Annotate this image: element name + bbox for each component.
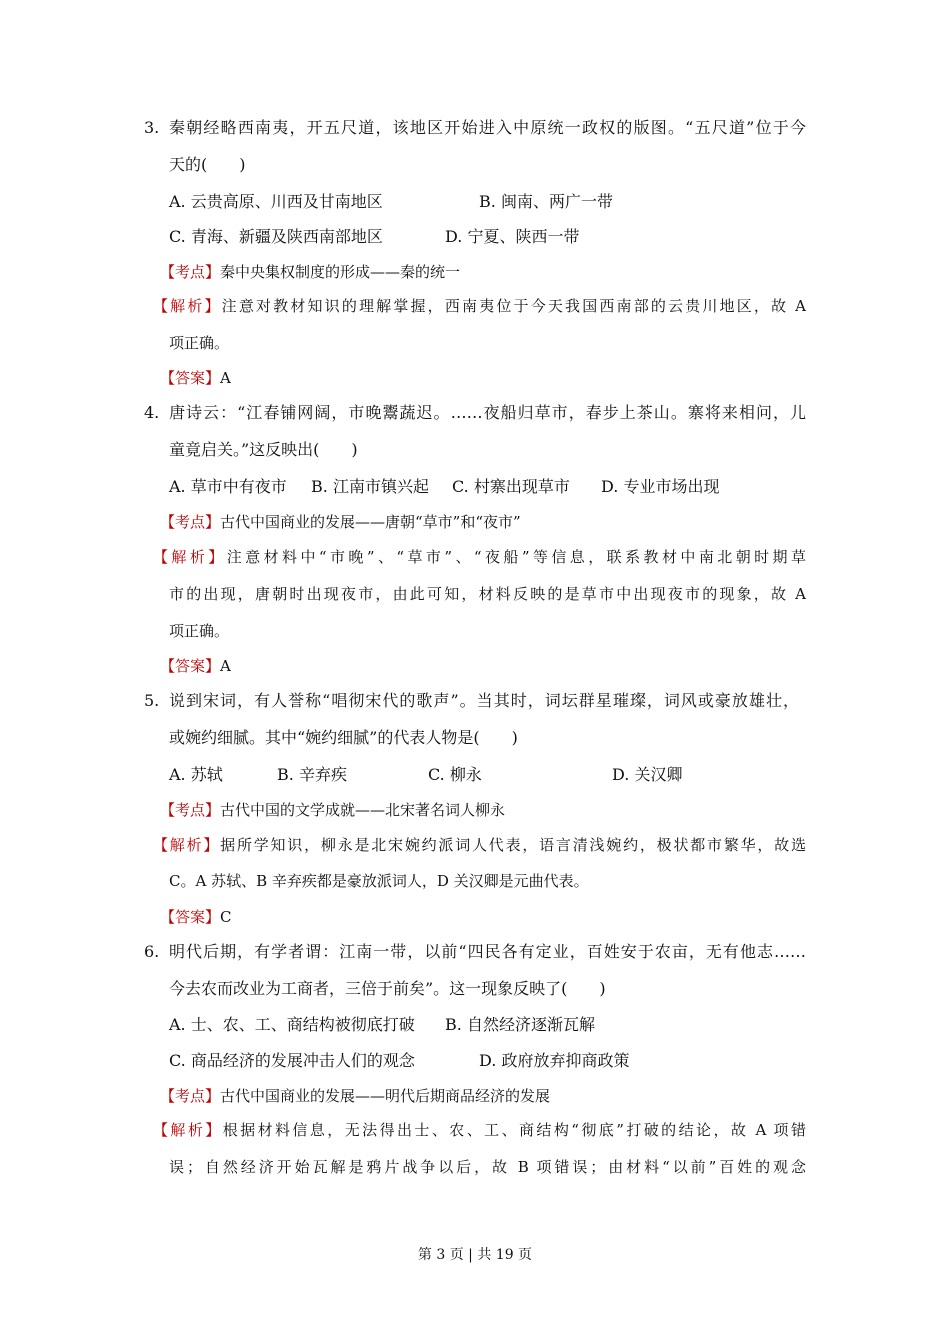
option-label: C.: [428, 765, 445, 784]
option-a: [169, 765, 223, 785]
option-label: A.: [169, 477, 186, 496]
option-label: D.: [612, 765, 630, 784]
option-a: [169, 1015, 415, 1035]
question-stem: 唐诗云：“江春铺网阔，市晚鬻蔬迟。……夜船归草市，春步上茶山。寨将来相问，儿: [169, 403, 806, 422]
jiexi-text: 根据材料信息，无法得出士、农、工、商结构“彻底”打破的结论，故 A 项错: [222, 1121, 806, 1139]
question-stem: 童竟启关。”这反映出( ): [169, 440, 358, 459]
question-stem: 天的( ): [169, 155, 246, 174]
kaodian-text: 秦中央集权制度的形成——秦的统一: [220, 263, 461, 281]
jiexi: [153, 547, 806, 567]
kaodian-tag: 【考点】: [160, 801, 221, 819]
option-d: [445, 227, 579, 247]
option-text: 云贵高原、川西及甘南地区: [190, 192, 383, 211]
option-label: B.: [445, 1015, 462, 1034]
daan-tag: 【答案】: [160, 908, 221, 926]
kaodian-text: 古代中国的文学成就——北宋著名词人柳永: [220, 801, 506, 819]
daan: [160, 656, 231, 676]
option-c: [169, 227, 383, 247]
option-text: 自然经济逐渐瓦解: [466, 1015, 595, 1034]
option-text: 专业市场出现: [623, 477, 720, 496]
kaodian-text: 古代中国商业的发展——唐朝“草市”和“夜市”: [220, 513, 521, 531]
kaodian: [160, 512, 521, 532]
question-number: 4.: [144, 403, 160, 422]
jiexi-text: 注意对教材知识的理解掌握，西南夷位于今天我国西南部的云贵川地区，故 A: [221, 297, 806, 315]
option-b: [311, 477, 429, 497]
option-label: D.: [445, 227, 463, 246]
kaodian-tag: 【考点】: [160, 263, 221, 281]
option-label: A.: [169, 192, 186, 211]
jiexi-text: 项正确。: [169, 334, 230, 352]
option-text: 宁夏、陕西一带: [467, 227, 580, 246]
option-label: B.: [311, 477, 328, 496]
daan-text: C: [220, 908, 232, 926]
kaodian-text: 古代中国商业的发展——明代后期商品经济的发展: [220, 1087, 551, 1105]
option-label: A.: [169, 765, 186, 784]
option-c: [452, 477, 570, 497]
question-number: 6.: [144, 942, 160, 961]
option-text: 柳永: [449, 765, 482, 784]
option-a: [169, 192, 383, 212]
option-text: 商品经济的发展冲击人们的观念: [190, 1051, 415, 1070]
jiexi-tag: 【解析】: [153, 297, 222, 315]
option-text: 辛弃疾: [298, 765, 347, 784]
jiexi-text: 据所学知识，柳永是北宋婉约派词人代表，语言清浅婉约，极状都市繁华，故选: [220, 836, 806, 854]
question-stem: 说到宋词，有人誉称“唱彻宋代的歌声”。当其时，词坛群星璀璨，词风或豪放雄壮，: [169, 691, 799, 710]
jiexi: [153, 835, 806, 855]
option-text: 苏轼: [190, 765, 223, 784]
option-text: 江南市镇兴起: [332, 477, 429, 496]
option-label: C.: [169, 227, 186, 246]
jiexi-tag: 【解析】: [153, 1121, 223, 1139]
option-c: [169, 1051, 415, 1071]
daan-text: A: [220, 369, 231, 387]
option-text: 士、农、工、商结构被彻底打破: [190, 1015, 415, 1034]
option-d: [612, 765, 682, 785]
jiexi-text: C。A 苏轼、B 辛弃疾都是豪放派词人，D 关汉卿是元曲代表。: [169, 872, 589, 890]
jiexi-text: 市的出现，唐朝时出现夜市，由此可知，材料反映的是草市中出现夜市的现象，故 A: [169, 585, 806, 603]
option-label: B.: [479, 192, 496, 211]
option-d: [479, 1051, 629, 1071]
option-text: 关汉卿: [634, 765, 683, 784]
option-text: 闽南、两广一带: [500, 192, 613, 211]
question-number: 3.: [144, 118, 160, 137]
daan: [160, 368, 231, 388]
jiexi: [153, 1120, 806, 1140]
question-stem: 今去农而改业为工商者，三倍于前矣”。这一现象反映了( ): [169, 979, 606, 998]
question-number: 5.: [144, 691, 160, 710]
kaodian-tag: 【考点】: [160, 1087, 221, 1105]
jiexi-text: 项正确。: [169, 622, 230, 640]
kaodian-tag: 【考点】: [160, 513, 221, 531]
kaodian: [160, 1086, 550, 1106]
daan-tag: 【答案】: [160, 657, 221, 675]
option-text: 村寨出现草市: [473, 477, 570, 496]
option-label: C.: [169, 1051, 186, 1070]
option-d: [601, 477, 719, 497]
option-label: D.: [479, 1051, 497, 1070]
option-b: [277, 765, 347, 785]
option-text: 政府放弃抑商政策: [501, 1051, 630, 1070]
option-b: [479, 192, 613, 212]
jiexi-text: 误；自然经济开始瓦解是鸦片战争以后，故 B 项错误；由材料“以前”百姓的观念: [169, 1158, 806, 1176]
option-label: C.: [452, 477, 469, 496]
page-footer: 第 3 页 | 共 19 页: [417, 1247, 533, 1263]
option-text: 草市中有夜市: [190, 477, 287, 496]
option-label: D.: [601, 477, 619, 496]
question-stem: 秦朝经略西南夷，开五尺道，该地区开始进入中原统一政权的版图。“五尺道”位于今: [169, 118, 806, 137]
daan-tag: 【答案】: [160, 369, 221, 387]
kaodian: [160, 262, 460, 282]
option-label: B.: [277, 765, 294, 784]
option-a: [169, 477, 287, 497]
daan: [160, 907, 232, 927]
kaodian: [160, 800, 505, 820]
jiexi-tag: 【解析】: [153, 548, 227, 566]
question-stem: 或婉约细腻。其中“婉约细腻”的代表人物是( ): [169, 728, 518, 747]
question-stem: 明代后期，有学者谓：江南一带，以前“四民各有定业，百姓安于农亩，无有他志……: [169, 942, 806, 961]
option-label: A.: [169, 1015, 186, 1034]
jiexi-text: 注意材料中“市晚”、“草市”、“夜船”等信息，联系教材中南北朝时期草: [226, 548, 806, 566]
option-b: [445, 1015, 595, 1035]
daan-text: A: [220, 657, 231, 675]
option-text: 青海、新疆及陕西南部地区: [190, 227, 383, 246]
jiexi: [153, 296, 806, 316]
option-c: [428, 765, 482, 785]
jiexi-tag: 【解析】: [153, 836, 221, 854]
